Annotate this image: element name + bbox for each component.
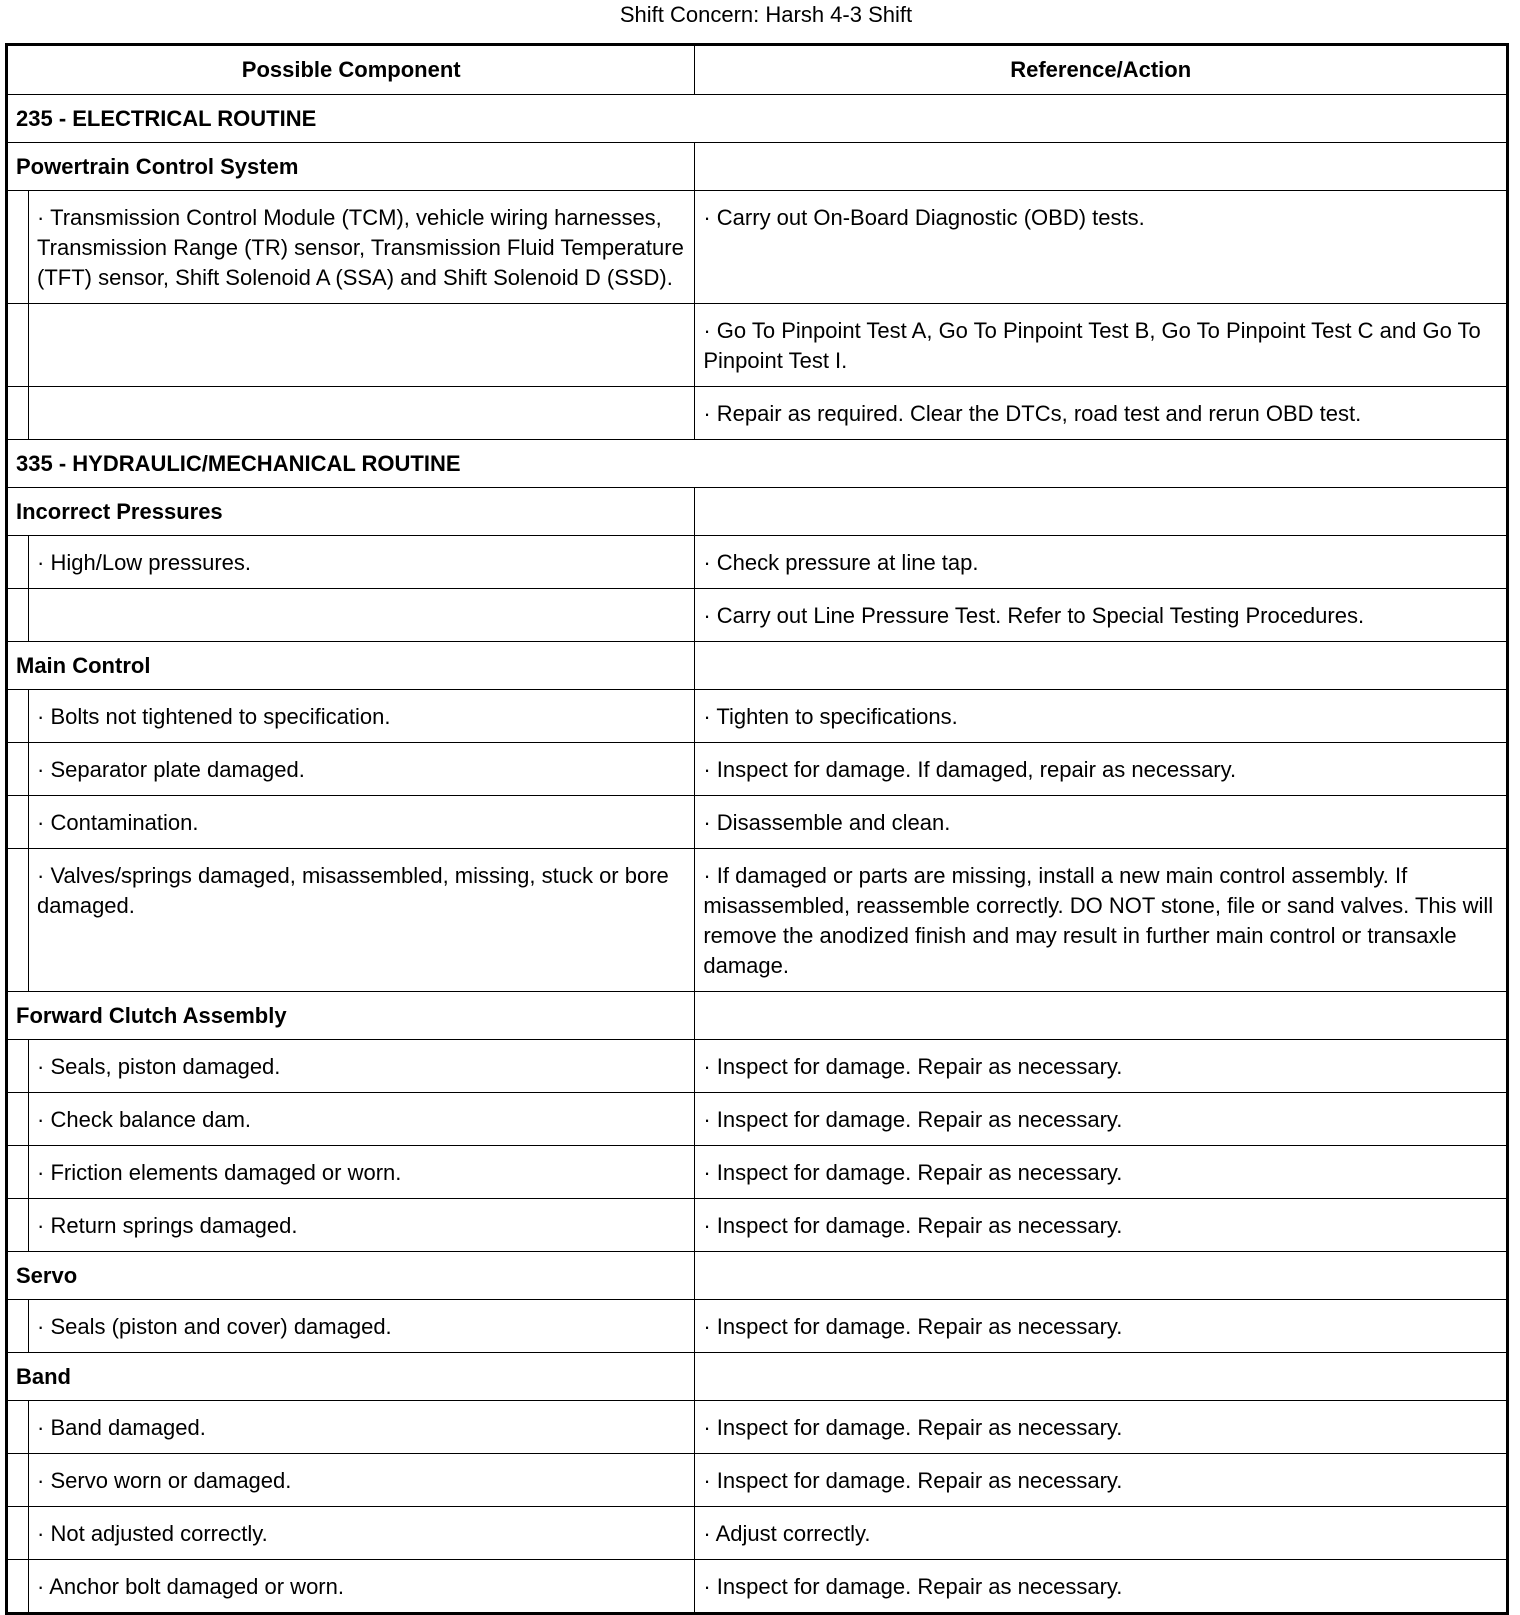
table-row (7, 1454, 1508, 1507)
section-empty-cell (695, 143, 1508, 191)
section-row (7, 488, 1508, 536)
action-cell: · Inspect for damage. Repair as necessary. (695, 1093, 1508, 1146)
component-cell: · Bolts not tightened to specification. (29, 690, 695, 743)
component-cell: · Servo worn or damaged. (29, 1454, 695, 1507)
indent-cell (7, 1199, 29, 1252)
column-header-component: Possible Component (7, 45, 695, 95)
section-row (7, 642, 1508, 690)
section-empty-cell (695, 992, 1508, 1040)
section-title: Band (7, 1353, 695, 1401)
action-cell: · Inspect for damage. Repair as necessary. (695, 1401, 1508, 1454)
action-cell: · Check pressure at line tap. (695, 536, 1508, 589)
component-cell: · Separator plate damaged. (29, 743, 695, 796)
indent-cell (7, 1300, 29, 1353)
section-title: Main Control (7, 642, 695, 690)
table-row (7, 387, 1508, 440)
action-cell: · If damaged or parts are missing, install a new main control assembly. If misassembled, reassemble correctly. DO NOT stone, file or sand valves. This will remove the anodized finish and may result in further main control or transaxle damage. (695, 849, 1508, 992)
section-row (7, 143, 1508, 191)
component-cell (29, 387, 695, 440)
indent-cell (7, 743, 29, 796)
table-row (7, 1146, 1508, 1199)
indent-cell (7, 1560, 29, 1614)
table-row (7, 304, 1508, 387)
component-cell: · Anchor bolt damaged or worn. (29, 1560, 695, 1614)
section-empty-cell (695, 488, 1508, 536)
section-empty-cell (695, 1353, 1508, 1401)
indent-cell (7, 796, 29, 849)
routine-title: 235 - ELECTRICAL ROUTINE (7, 95, 1508, 143)
indent-cell (7, 1146, 29, 1199)
component-cell: · Not adjusted correctly. (29, 1507, 695, 1560)
table-row (7, 1093, 1508, 1146)
action-cell: · Go To Pinpoint Test A, Go To Pinpoint Test B, Go To Pinpoint Test C and Go To Pinpoint Test I. (695, 304, 1508, 387)
header-row (7, 45, 1508, 95)
component-cell: · Return springs damaged. (29, 1199, 695, 1252)
action-cell: · Inspect for damage. Repair as necessary. (695, 1146, 1508, 1199)
indent-cell (7, 1040, 29, 1093)
section-title: Powertrain Control System (7, 143, 695, 191)
action-cell: · Inspect for damage. Repair as necessary. (695, 1454, 1508, 1507)
action-cell: · Inspect for damage. Repair as necessary. (695, 1560, 1508, 1614)
component-cell (29, 589, 695, 642)
indent-cell (7, 1454, 29, 1507)
action-cell: · Disassemble and clean. (695, 796, 1508, 849)
table-row (7, 1040, 1508, 1093)
table-row (7, 1401, 1508, 1454)
component-cell: · High/Low pressures. (29, 536, 695, 589)
routine-title: 335 - HYDRAULIC/MECHANICAL ROUTINE (7, 440, 1508, 488)
component-cell: · Check balance dam. (29, 1093, 695, 1146)
section-title: Servo (7, 1252, 695, 1300)
action-cell: · Inspect for damage. If damaged, repair as necessary. (695, 743, 1508, 796)
action-cell: · Repair as required. Clear the DTCs, road test and rerun OBD test. (695, 387, 1508, 440)
table-row (7, 690, 1508, 743)
table-row (7, 1199, 1508, 1252)
section-row (7, 1353, 1508, 1401)
section-row (7, 1252, 1508, 1300)
diagnostic-table (5, 43, 1509, 1615)
component-cell: · Seals, piston damaged. (29, 1040, 695, 1093)
component-cell: · Transmission Control Module (TCM), vehicle wiring harnesses, Transmission Range (TR) sensor, Transmission Fluid Temperature (TFT) sensor, Shift Solenoid A (SSA) and Shift Solenoid D (SSD). (29, 191, 695, 304)
table-row (7, 589, 1508, 642)
routine-row (7, 95, 1508, 143)
component-cell: · Seals (piston and cover) damaged. (29, 1300, 695, 1353)
component-cell (29, 304, 695, 387)
indent-cell (7, 536, 29, 589)
section-title: Incorrect Pressures (7, 488, 695, 536)
indent-cell (7, 849, 29, 992)
column-header-action: Reference/Action (695, 45, 1508, 95)
action-cell: · Tighten to specifications. (695, 690, 1508, 743)
indent-cell (7, 1507, 29, 1560)
table-row (7, 1507, 1508, 1560)
section-row (7, 992, 1508, 1040)
page-title: Shift Concern: Harsh 4-3 Shift (619, 2, 913, 27)
table-row (7, 743, 1508, 796)
indent-cell (7, 1401, 29, 1454)
table-row (7, 1560, 1508, 1614)
routine-row (7, 440, 1508, 488)
indent-cell (7, 1093, 29, 1146)
indent-cell (7, 589, 29, 642)
table-row (7, 796, 1508, 849)
indent-cell (7, 191, 29, 304)
section-empty-cell (695, 1252, 1508, 1300)
action-cell: · Carry out Line Pressure Test. Refer to Special Testing Procedures. (695, 589, 1508, 642)
action-cell: · Inspect for damage. Repair as necessary. (695, 1300, 1508, 1353)
component-cell: · Friction elements damaged or worn. (29, 1146, 695, 1199)
indent-cell (7, 690, 29, 743)
component-cell: · Valves/springs damaged, misassembled, missing, stuck or bore damaged. (29, 849, 695, 992)
indent-cell (7, 387, 29, 440)
table-row (7, 1300, 1508, 1353)
section-title: Forward Clutch Assembly (7, 992, 695, 1040)
component-cell: · Contamination. (29, 796, 695, 849)
component-cell: · Band damaged. (29, 1401, 695, 1454)
action-cell: · Inspect for damage. Repair as necessary. (695, 1040, 1508, 1093)
table-row (7, 191, 1508, 304)
action-cell: · Adjust correctly. (695, 1507, 1508, 1560)
table-body (7, 95, 1508, 1614)
section-empty-cell (695, 642, 1508, 690)
table-row (7, 849, 1508, 992)
action-cell: · Inspect for damage. Repair as necessary. (695, 1199, 1508, 1252)
table-row (7, 536, 1508, 589)
action-cell: · Carry out On-Board Diagnostic (OBD) tests. (695, 191, 1508, 304)
indent-cell (7, 304, 29, 387)
